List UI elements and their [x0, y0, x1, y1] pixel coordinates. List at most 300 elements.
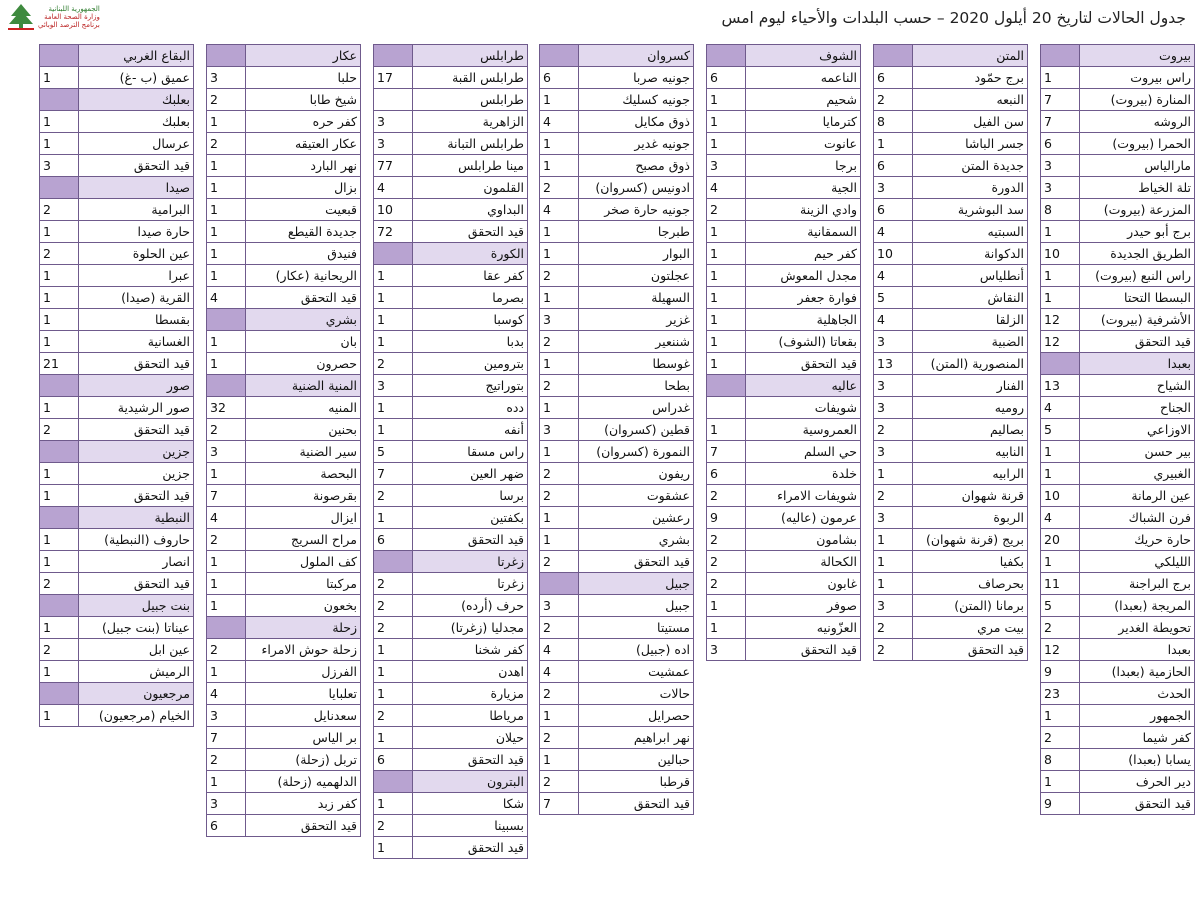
case-count: 1 — [1041, 67, 1080, 89]
locality-name: برسا — [413, 485, 528, 507]
table-row — [1041, 375, 1195, 397]
table-row — [1041, 243, 1195, 265]
case-count: 4 — [874, 221, 913, 243]
table-row — [540, 265, 694, 287]
district-header-row — [207, 375, 361, 397]
case-count: 4 — [540, 639, 579, 661]
locality-name: بريج (قرنة شهوان) — [913, 529, 1028, 551]
table-row — [707, 551, 861, 573]
locality-name: بخعون — [246, 595, 361, 617]
case-count: 1 — [207, 155, 246, 177]
district-name: جزين — [79, 441, 194, 463]
locality-name: بسبينا — [413, 815, 528, 837]
case-count: 1 — [207, 551, 246, 573]
locality-name: السمقانية — [746, 221, 861, 243]
table-row — [1041, 397, 1195, 419]
table-row — [874, 397, 1028, 419]
locality-name: طرابلس التبانة — [413, 133, 528, 155]
table-row — [1041, 727, 1195, 749]
table-row — [874, 133, 1028, 155]
district-table — [1040, 44, 1195, 815]
table-row — [1041, 639, 1195, 661]
case-count: 3 — [874, 331, 913, 353]
case-count: 10 — [1041, 243, 1080, 265]
case-count: 6 — [874, 155, 913, 177]
locality-name: طرابلس القبة — [413, 67, 528, 89]
table-row — [1041, 749, 1195, 771]
locality-name: حاروف (النبطية) — [79, 529, 194, 551]
table-row — [874, 67, 1028, 89]
case-count — [374, 45, 413, 67]
locality-name: الجاهلية — [746, 309, 861, 331]
locality-name: بشامون — [746, 529, 861, 551]
table-row — [707, 177, 861, 199]
case-count: 1 — [207, 199, 246, 221]
table-row — [374, 353, 528, 375]
case-count: 2 — [540, 485, 579, 507]
case-count: 1 — [1041, 705, 1080, 727]
table-row — [707, 353, 861, 375]
table-row — [540, 419, 694, 441]
case-count: 4 — [207, 507, 246, 529]
case-count: 4 — [874, 265, 913, 287]
locality-name: بكفتين — [413, 507, 528, 529]
locality-name: تعلبايا — [246, 683, 361, 705]
district-name: النبطية — [79, 507, 194, 529]
district-name: المتن — [913, 45, 1028, 67]
case-count: 7 — [1041, 89, 1080, 111]
case-count: 3 — [874, 397, 913, 419]
table-row — [540, 485, 694, 507]
district-name: بعبدا — [1080, 353, 1195, 375]
locality-name: العمروسية — [746, 419, 861, 441]
table-row — [374, 837, 528, 859]
case-count — [874, 45, 913, 67]
table-row — [207, 661, 361, 683]
table-row — [207, 67, 361, 89]
locality-name: جونيه حارة صخر — [579, 199, 694, 221]
locality-name: راس مسقا — [413, 441, 528, 463]
case-count: 3 — [540, 309, 579, 331]
locality-name: كترمايا — [746, 111, 861, 133]
table-row — [874, 265, 1028, 287]
locality-name: وادي الزينة — [746, 199, 861, 221]
locality-name: جديدة المتن — [913, 155, 1028, 177]
locality-name: عشقوت — [579, 485, 694, 507]
locality-name: شننعير — [579, 331, 694, 353]
case-count: 2 — [40, 419, 79, 441]
case-count: 2 — [40, 573, 79, 595]
locality-name: مارالياس — [1080, 155, 1195, 177]
table-row — [207, 727, 361, 749]
case-count: 1 — [40, 221, 79, 243]
case-count — [374, 771, 413, 793]
case-count: 1 — [207, 595, 246, 617]
case-count: 20 — [1041, 529, 1080, 551]
locality-name: بصاليم — [913, 419, 1028, 441]
table-row — [374, 89, 528, 111]
case-count: 7 — [374, 463, 413, 485]
table-row — [540, 155, 694, 177]
logo-line-2: وزارة الصحة العامة — [44, 13, 100, 21]
locality-name: قيد التحقق — [913, 639, 1028, 661]
case-count: 32 — [207, 397, 246, 419]
case-count: 3 — [707, 155, 746, 177]
table-row — [40, 331, 194, 353]
locality-name: الغبيري — [1080, 463, 1195, 485]
table-row — [874, 441, 1028, 463]
table-row — [40, 463, 194, 485]
district-header-row — [707, 375, 861, 397]
case-count: 2 — [374, 485, 413, 507]
table-row — [707, 221, 861, 243]
locality-name: تربل (زحلة) — [246, 749, 361, 771]
locality-name: بير حسن — [1080, 441, 1195, 463]
case-count: 1 — [374, 331, 413, 353]
table-row — [207, 683, 361, 705]
locality-name: قيد التحقق — [79, 485, 194, 507]
locality-name: زحلة حوش الامراء — [246, 639, 361, 661]
case-count: 17 — [374, 67, 413, 89]
table-row — [707, 67, 861, 89]
table-row — [1041, 199, 1195, 221]
table-row — [1041, 683, 1195, 705]
locality-name: الليلكي — [1080, 551, 1195, 573]
table-row — [207, 771, 361, 793]
locality-name: سعدنايل — [246, 705, 361, 727]
case-count: 1 — [707, 353, 746, 375]
case-count: 3 — [374, 133, 413, 155]
table-row — [874, 639, 1028, 661]
case-count: 1 — [540, 507, 579, 529]
table-row — [40, 485, 194, 507]
case-count: 1 — [707, 287, 746, 309]
table-row — [374, 485, 528, 507]
locality-name: الحازمية (بعبدا) — [1080, 661, 1195, 683]
locality-name: الحمرا (بيروت) — [1080, 133, 1195, 155]
table-row — [540, 243, 694, 265]
locality-name: برمانا (المتن) — [913, 595, 1028, 617]
district-header-row — [40, 177, 194, 199]
district-header-row — [374, 551, 528, 573]
case-count: 3 — [874, 595, 913, 617]
locality-name: النابيه — [913, 441, 1028, 463]
locality-name: ضهر العين — [413, 463, 528, 485]
locality-name: الشياح — [1080, 375, 1195, 397]
case-count: 2 — [874, 617, 913, 639]
table-row — [874, 111, 1028, 133]
case-count: 3 — [207, 67, 246, 89]
locality-name: عميق (ب -غ) — [79, 67, 194, 89]
case-count: 1 — [1041, 771, 1080, 793]
locality-name: حالات — [579, 683, 694, 705]
locality-name: مستيتا — [579, 617, 694, 639]
case-count: 72 — [374, 221, 413, 243]
locality-name: عين الحلوة — [79, 243, 194, 265]
locality-name: النبعه — [913, 89, 1028, 111]
case-count: 1 — [207, 265, 246, 287]
district-header-row — [40, 375, 194, 397]
table-row — [40, 661, 194, 683]
case-count: 2 — [874, 419, 913, 441]
case-count: 1 — [707, 617, 746, 639]
district-name: صيدا — [79, 177, 194, 199]
locality-name: الكحالة — [746, 551, 861, 573]
case-count: 1 — [40, 551, 79, 573]
table-row — [1041, 705, 1195, 727]
locality-name: بشري — [579, 529, 694, 551]
district-name: زحلة — [246, 617, 361, 639]
case-count: 1 — [40, 661, 79, 683]
locality-name: بقسطا — [79, 309, 194, 331]
case-count: 6 — [207, 815, 246, 837]
case-count: 1 — [540, 287, 579, 309]
locality-name: عرسال — [79, 133, 194, 155]
case-count: 1 — [40, 309, 79, 331]
case-count: 1 — [540, 529, 579, 551]
district-header-row — [40, 45, 194, 67]
locality-name: الأشرفية (بيروت) — [1080, 309, 1195, 331]
locality-name: المريجة (بعبدا) — [1080, 595, 1195, 617]
district-header-row — [874, 45, 1028, 67]
case-count: 1 — [374, 265, 413, 287]
table-row — [40, 287, 194, 309]
case-count: 2 — [540, 617, 579, 639]
locality-name: مركبتا — [246, 573, 361, 595]
case-count: 13 — [1041, 375, 1080, 397]
table-row — [540, 529, 694, 551]
locality-name: البوار — [579, 243, 694, 265]
case-count: 1 — [40, 463, 79, 485]
table-row — [1041, 177, 1195, 199]
case-count: 3 — [207, 705, 246, 727]
case-count: 11 — [1041, 573, 1080, 595]
case-count: 1 — [1041, 221, 1080, 243]
logo-line-3: برنامج الترصد الوبائي — [38, 21, 100, 29]
case-count: 1 — [874, 551, 913, 573]
case-count: 2 — [540, 727, 579, 749]
case-count: 1 — [707, 419, 746, 441]
district-header-row — [40, 595, 194, 617]
locality-name: كف الملول — [246, 551, 361, 573]
table-row — [374, 573, 528, 595]
table-row — [707, 441, 861, 463]
locality-name: كوسبا — [413, 309, 528, 331]
locality-name: انصار — [79, 551, 194, 573]
table-row — [40, 705, 194, 727]
locality-name: قيد التحقق — [413, 221, 528, 243]
locality-name: الحدث — [1080, 683, 1195, 705]
case-count: 6 — [374, 529, 413, 551]
case-count — [40, 507, 79, 529]
locality-name: شويفات الامراء — [746, 485, 861, 507]
district-header-row — [540, 45, 694, 67]
case-count: 5 — [374, 441, 413, 463]
case-count: 2 — [374, 595, 413, 617]
table-row — [40, 397, 194, 419]
case-count: 1 — [207, 177, 246, 199]
case-count: 6 — [540, 67, 579, 89]
locality-name: عجلتون — [579, 265, 694, 287]
table-row — [540, 353, 694, 375]
locality-name: قبعيت — [246, 199, 361, 221]
locality-name: قيد التحقق — [1080, 331, 1195, 353]
case-count: 4 — [374, 177, 413, 199]
table-row — [40, 199, 194, 221]
locality-name: نهر ابراهيم — [579, 727, 694, 749]
case-count: 1 — [40, 331, 79, 353]
table-row — [374, 67, 528, 89]
locality-name: بكفيا — [913, 551, 1028, 573]
locality-name: شيخ طابا — [246, 89, 361, 111]
table-row — [374, 221, 528, 243]
table-row — [374, 111, 528, 133]
case-count: 2 — [540, 375, 579, 397]
table-row — [207, 287, 361, 309]
locality-name: الروشه — [1080, 111, 1195, 133]
table-row — [707, 463, 861, 485]
case-count: 8 — [1041, 199, 1080, 221]
case-count: 2 — [207, 639, 246, 661]
table-row — [207, 573, 361, 595]
table-row — [874, 419, 1028, 441]
locality-name: حصرايل — [579, 705, 694, 727]
locality-name: عكار العتيقه — [246, 133, 361, 155]
case-count: 1 — [1041, 265, 1080, 287]
case-count: 1 — [540, 353, 579, 375]
table-row — [1041, 485, 1195, 507]
locality-name: جبيل — [579, 595, 694, 617]
locality-name: الناعمه — [746, 67, 861, 89]
case-count — [40, 177, 79, 199]
table-row — [207, 639, 361, 661]
case-count: 1 — [874, 573, 913, 595]
locality-name: قيد التحقق — [579, 551, 694, 573]
table-row — [207, 133, 361, 155]
case-count: 5 — [1041, 595, 1080, 617]
locality-name: كفر شيما — [1080, 727, 1195, 749]
table-row — [540, 441, 694, 463]
case-count: 2 — [540, 265, 579, 287]
case-count: 5 — [1041, 419, 1080, 441]
district-name: صور — [79, 375, 194, 397]
locality-name: سد البوشرية — [913, 199, 1028, 221]
case-count: 7 — [1041, 111, 1080, 133]
locality-name: دير الحرف — [1080, 771, 1195, 793]
cedar-logo-icon — [6, 2, 36, 32]
case-count: 6 — [874, 67, 913, 89]
locality-name: رعشين — [579, 507, 694, 529]
locality-name: ذوق مصبح — [579, 155, 694, 177]
locality-name: ادونيس (كسروان) — [579, 177, 694, 199]
case-count: 2 — [374, 573, 413, 595]
locality-name: الفرزل — [246, 661, 361, 683]
locality-name: مجدليا (زغرتا) — [413, 617, 528, 639]
table-row — [874, 529, 1028, 551]
locality-name: قيد التحقق — [579, 793, 694, 815]
table-row — [874, 353, 1028, 375]
locality-name: بيت مري — [913, 617, 1028, 639]
case-count: 4 — [707, 177, 746, 199]
locality-name: قيد التحقق — [79, 155, 194, 177]
case-count — [374, 243, 413, 265]
table-row — [1041, 507, 1195, 529]
table-row — [207, 111, 361, 133]
table-row — [207, 353, 361, 375]
case-count: 2 — [40, 639, 79, 661]
case-count: 1 — [374, 793, 413, 815]
locality-name: القرية (صيدا) — [79, 287, 194, 309]
locality-name: كفر عقا — [413, 265, 528, 287]
case-count: 2 — [707, 529, 746, 551]
case-count — [40, 441, 79, 463]
table-row — [374, 617, 528, 639]
case-count: 1 — [374, 837, 413, 859]
locality-name: جونيه غدير — [579, 133, 694, 155]
locality-name: غزير — [579, 309, 694, 331]
district-header-row — [374, 45, 528, 67]
case-count: 1 — [540, 397, 579, 419]
table-row — [1041, 441, 1195, 463]
case-count: 10 — [874, 243, 913, 265]
case-count: 4 — [207, 683, 246, 705]
case-count: 1 — [874, 463, 913, 485]
case-count — [40, 89, 79, 111]
case-count: 9 — [1041, 661, 1080, 683]
locality-name: حيلان — [413, 727, 528, 749]
table-row — [207, 705, 361, 727]
case-count — [40, 683, 79, 705]
locality-name: بان — [246, 331, 361, 353]
case-count: 12 — [1041, 639, 1080, 661]
table-row — [1041, 529, 1195, 551]
case-count: 2 — [707, 199, 746, 221]
district-header-row — [1041, 353, 1195, 375]
district-header-row — [374, 243, 528, 265]
case-count: 3 — [874, 441, 913, 463]
district-header-row — [40, 683, 194, 705]
locality-name: الطريق الجديدة — [1080, 243, 1195, 265]
locality-name: حي السلم — [746, 441, 861, 463]
case-count: 2 — [707, 573, 746, 595]
table-row — [874, 573, 1028, 595]
table-row — [874, 551, 1028, 573]
table-row — [374, 133, 528, 155]
locality-name: قيد التحقق — [746, 353, 861, 375]
district-name: بشري — [246, 309, 361, 331]
locality-name: برج حمّود — [913, 67, 1028, 89]
locality-name: حلبا — [246, 67, 361, 89]
table-row — [540, 309, 694, 331]
locality-name: جونيه كسليك — [579, 89, 694, 111]
locality-name: سن الفيل — [913, 111, 1028, 133]
case-count: 1 — [374, 727, 413, 749]
table-row — [207, 441, 361, 463]
table-row — [374, 507, 528, 529]
table-row — [374, 199, 528, 221]
district-table — [373, 44, 528, 859]
locality-name: قيد التحقق — [246, 815, 361, 837]
case-count: 1 — [207, 221, 246, 243]
table-row — [540, 507, 694, 529]
case-count: 2 — [40, 243, 79, 265]
locality-name: بطحا — [579, 375, 694, 397]
case-count: 2 — [40, 199, 79, 221]
table-row — [540, 177, 694, 199]
table-row — [207, 221, 361, 243]
case-count: 1 — [374, 397, 413, 419]
table-row — [374, 177, 528, 199]
